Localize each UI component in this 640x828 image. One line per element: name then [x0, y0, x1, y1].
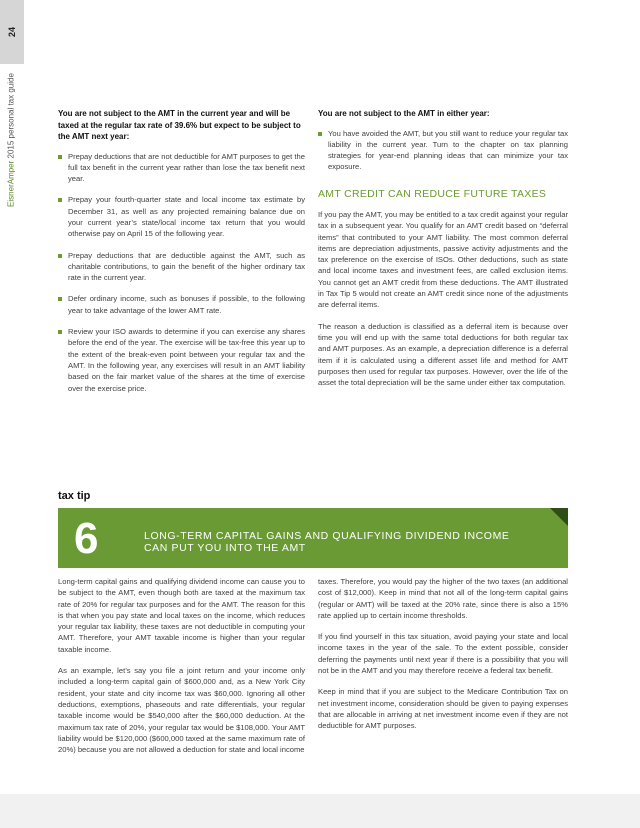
right-subhead: You are not subject to the AMT in either year: — [318, 109, 490, 118]
paragraph: Keep in mind that if you are subject to the Medicare Contribution Tax on net investment income, consideration should be given to paying expenses that are allocable in arriving at net investment income even if they are not deductible for AMT purposes. — [318, 687, 568, 731]
left-bullet-list — [58, 151, 305, 394]
list-item: Prepay your fourth-quarter state and local income tax estimate by December 31, as well as any projected remaining balance due on your current year’s state/local income tax return that you would otherwise pay on April 15 of the following year. — [58, 194, 305, 239]
paragraph: Long-term capital gains and qualifying dividend income can cause you to be subject to the AMT, even though both are taxed at the maximum tax rate of 20% for regular tax purposes and for the AMT. The reason for this is that when you pay state and local taxes on the income, which reduces your regular tax liability, these taxes are not deductible in computing your AMT. Therefore, your AMT taxable income is higher than your regular taxable income. — [58, 577, 305, 654]
tax-tip-banner — [58, 508, 568, 568]
tip-right-column — [318, 576, 568, 742]
list-item: Prepay deductions that are deductible against the AMT, such as charitable contributions, to gain the benefit of the higher ordinary tax rate in the current year. — [58, 250, 305, 284]
left-subhead: You are not subject to the AMT in the current year and will be taxed at the regular tax rate of 39.6% but expect to be subject to the AMT next year: — [58, 109, 301, 141]
sidebar — [0, 0, 24, 240]
tax-tip-label: tax tip — [58, 490, 91, 502]
right-bullet-list — [318, 128, 568, 173]
tax-tip-number: 6 — [74, 514, 99, 563]
section-title: AMT CREDIT CAN REDUCE FUTURE TAXES — [318, 187, 547, 200]
list-item: Defer ordinary income, such as bonuses if possible, to the following year to take advantage of the lower AMT rate. — [58, 293, 305, 316]
list-item: You have avoided the AMT, but you still want to reduce your regular tax liability in the current year. Turn to the chapter on tax planning strategies for year-end planning ideas that can minimize your tax exposure. — [318, 128, 568, 173]
right-column — [318, 108, 568, 398]
list-item: Prepay deductions that are not deductible for AMT purposes to get the full tax benefit in the current year rather than lose the tax benefit next year. — [58, 151, 305, 185]
page-number: 24 — [7, 26, 17, 38]
guide-label — [7, 73, 16, 207]
tax-tip-title: LONG-TERM CAPITAL GAINS AND QUALIFYING DIVIDEND INCOME CAN PUT YOU INTO THE AMT — [144, 530, 510, 554]
banner-corner-fold — [550, 508, 568, 526]
paragraph: The reason a deduction is classified as a deferral item is because over time you will end up with the same total deductions for both regular tax and AMT purposes. As an example, a depreciation difference is a deferral item if it is calculated using a different asset life and method for AMT purposes then used for regular tax purposes. However, over the life of the asset the total depreciation will be the same under either tax computation. — [318, 321, 568, 388]
page-footer-band — [0, 794, 640, 828]
guide-title: 2015 personal tax guide — [6, 73, 16, 161]
paragraph: taxes. Therefore, you would pay the higher of the two taxes (an additional cost of $12,000). Keep in mind that not all of the long-term capital gains (regular or AMT) will be taxed at the 20% rate, since there is also a 15% rate applied up to certain income thresholds. — [318, 577, 568, 620]
left-column — [58, 108, 305, 404]
paragraph: If you pay the AMT, you may be entitled to a tax credit against your regular tax in a subsequent year. You qualify for an AMT credit based on “deferral items” that contributed to your AMT liability. The most common deferral items are depreciation adjustments, passive activity adjustments and the tax preference on the exercise of ISOs. Other deductions, such as state and local income taxes and investment fees, are called exclusion items. You cannot get an AMT credit from these deductions. The AMT illustrated in Tax Tip 5 would not create an AMT credit since none of the adjustments are deferral items. — [318, 209, 568, 310]
list-item: Review your ISO awards to determine if you can exercise any shares before the end of the year. The exercise will be tax-free this year up to the extent of the break-even point between your regular tax and the AMT. In the following year, any exercises will result in an AMT liability based on the fair market value of the shares at the time of exercise over the exercise price. — [58, 326, 305, 394]
brand-name: EisnerAmper — [6, 160, 16, 207]
paragraph: As an example, let’s say you file a joint return and your income only included a long-term capital gain of $600,000 and, as a New York City resident, your state and city income tax was $60,000. Ignoring all other deductions, exemptions, phaseouts and rate differentials, your regular taxable income would be $540,000 after the $60,000 deduction. At the maximum tax rate of 20%, your regular tax would be $108,000. Your AMT liability would be $120,000 ($600,000 taxed at the same maximum rate of 20%) because you are not allowed a deduction for state and local income — [58, 666, 305, 755]
tip-left-column — [58, 576, 305, 765]
paragraph: If you find yourself in this tax situation, avoid paying your state and local income taxes in the year of the sale. To the extent possible, consider deferring the payments until next year if there is a possibility that you will not be in the AMT and you may therefore receive a federal tax benefit. — [318, 632, 568, 676]
